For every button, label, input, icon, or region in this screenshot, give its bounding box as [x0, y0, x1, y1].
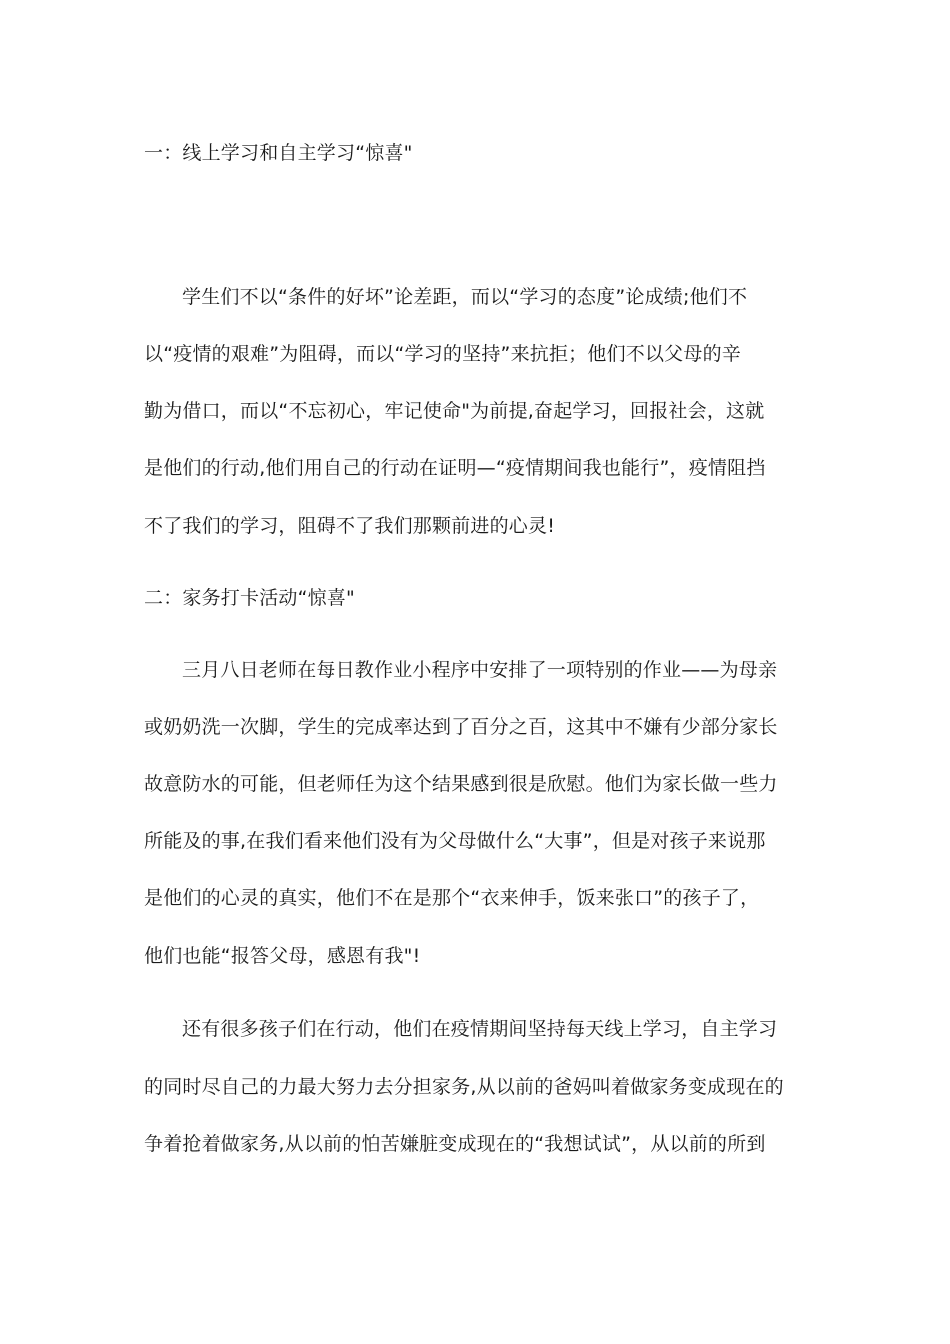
- paragraph-line: 学生们不以“条件的好坏”论差距，而以“学习的态度”论成绩;他们不: [182, 286, 748, 308]
- section-heading-online-learning: 一：线上学习和自主学习“惊喜": [144, 142, 413, 164]
- paragraph-line: 勤为借口，而以“不忘初心，牢记使命"为前提,奋起学习，回报社会，这就: [144, 400, 765, 422]
- paragraph-line: 是他们的心灵的真实，他们不在是那个“衣来伸手，饭来张口”的孩子了，: [144, 887, 760, 909]
- paragraph-line: 争着抢着做家务,从以前的怕苦嫌脏变成现在的“我想试试”，从以前的所到: [144, 1133, 766, 1155]
- paragraph-line: 所能及的事,在我们看来他们没有为父母做什么“大事”，但是对孩子来说那: [144, 830, 766, 852]
- paragraph-line: 故意防水的可能，但老师任为这个结果感到很是欣慰。他们为家长做一些力: [144, 773, 778, 795]
- paragraph-line: 是他们的行动,他们用自己的行动在证明—“疫情期间我也能行”，疫情阻挡: [144, 457, 766, 479]
- section-heading-chores: 二：家务打卡活动“惊喜": [144, 587, 355, 609]
- paragraph-line: 或奶奶洗一次脚，学生的完成率达到了百分之百，这其中不嫌有少部分家长: [144, 716, 778, 738]
- paragraph-line: 他们也能“报答父母，感恩有我"!: [144, 945, 421, 967]
- paragraph-line: 以“疫情的艰难”为阻碍，而以“学习的坚持”来抗拒；他们不以父母的辛: [144, 343, 741, 365]
- paragraph-line: 三月八日老师在每日教作业小程序中安排了一项特别的作业——为母亲: [182, 659, 778, 681]
- paragraph-line: 不了我们的学习，阻碍不了我们那颗前进的心灵!: [144, 515, 556, 537]
- paragraph-line: 的同时尽自己的力最大努力去分担家务,从以前的爸妈叫着做家务变成现在的: [144, 1076, 784, 1098]
- paragraph-line: 还有很多孩子们在行动，他们在疫情期间坚持每天线上学习，自主学习: [182, 1018, 778, 1040]
